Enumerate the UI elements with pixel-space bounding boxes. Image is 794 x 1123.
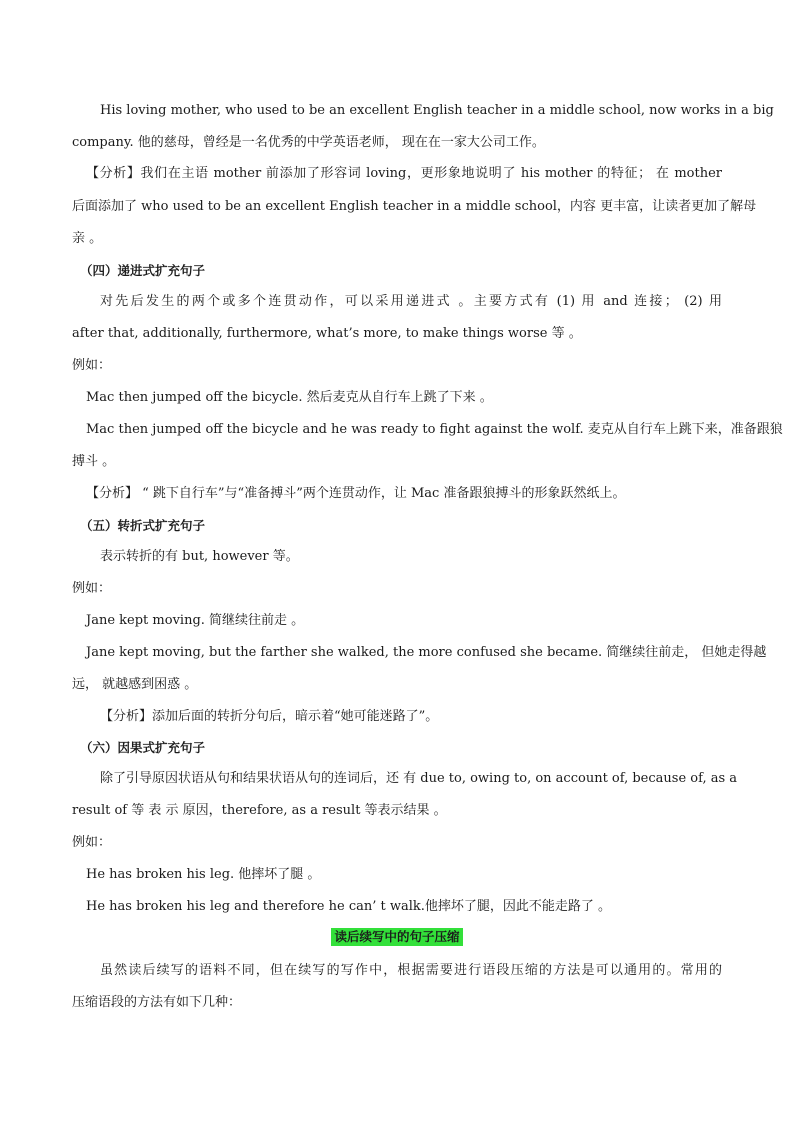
example-label: 例如： (72, 835, 112, 850)
example-line: 搏斗 。 (72, 454, 116, 469)
example-line: Mac then jumped off the bicycle. 然后麦克从自行车上跳了下来 。 (86, 390, 493, 405)
analysis-line: 【分析】 “ 跳下自行车”与“准备搏斗”两个连贯动作，让 Mac 准备跟狼搏斗的形象跃然纸上。 (86, 486, 626, 501)
paragraph-line: 表示转折的有 but, however 等。 (100, 549, 299, 564)
paragraph-line: 对先后发生的两个或多个连贯动作，可以采用递进式 。主要方式有 (1) 用 and 连接； (2) 用 (100, 294, 722, 309)
paragraph-line: His loving mother, who used to be an excellent English teacher in a middle school, now works in a big (100, 103, 774, 118)
example-line: 远， 就越感到困惑 。 (72, 677, 198, 692)
example-line: He has broken his leg. 他摔坏了腿 。 (86, 867, 321, 882)
paragraph-line: 压缩语段的方法有如下几种： (72, 995, 242, 1010)
analysis-line: 【分析】我们在主语 mother 前添加了形容词 loving，更形象地说明了 his mother 的特征； 在 mother (86, 166, 722, 181)
highlight-label: 读后续写中的句子压缩 (331, 928, 462, 946)
paragraph-line: 后面添加了 who used to be an excellent English teacher in a middle school，内容 更丰富，让读者更加了解母 (72, 199, 757, 214)
analysis-line: 【分析】添加后面的转折分句后，暗示着“她可能迷路了”。 (100, 709, 439, 724)
paragraph-line: after that, additionally, furthermore, what’s more, to make things worse 等 。 (72, 326, 582, 341)
paragraph-line: result of 等 表 示 原因，therefore, as a result 等表示结果 。 (72, 803, 447, 818)
paragraph-line: company. 他的慈母，曾经是一名优秀的中学英语老师， 现在在一家大公司工作。 (72, 135, 545, 150)
section-heading: （五）转折式扩充句子 (80, 518, 206, 533)
paragraph-line: 虽然读后续写的语料不同，但在续写的写作中，根据需要进行语段压缩的方法是可以通用的。常用的 (100, 963, 722, 978)
highlighted-heading (72, 928, 722, 948)
example-line: Mac then jumped off the bicycle and he was ready to fight against the wolf. 麦克从自行车上跳下来，准备跟狼 (86, 422, 783, 437)
paragraph-line: 亲 。 (72, 231, 103, 246)
example-line: He has broken his leg and therefore he can’ t walk.他摔坏了腿，因此不能走路了 。 (86, 899, 612, 914)
paragraph-line: 除了引导原因状语从句和结果状语从句的连词后，还 有 due to, owing to, on account of, because of, as a (100, 771, 738, 786)
example-line: Jane kept moving. 简继续往前走 。 (86, 613, 305, 628)
example-label: 例如： (72, 581, 112, 596)
section-heading: （六）因果式扩充句子 (80, 740, 206, 755)
example-line: Jane kept moving, but the farther she walked, the more confused she became. 简继续往前走， 但她走得越 (86, 645, 767, 660)
section-heading: （四）递进式扩充句子 (80, 263, 206, 278)
example-label: 例如： (72, 358, 112, 373)
